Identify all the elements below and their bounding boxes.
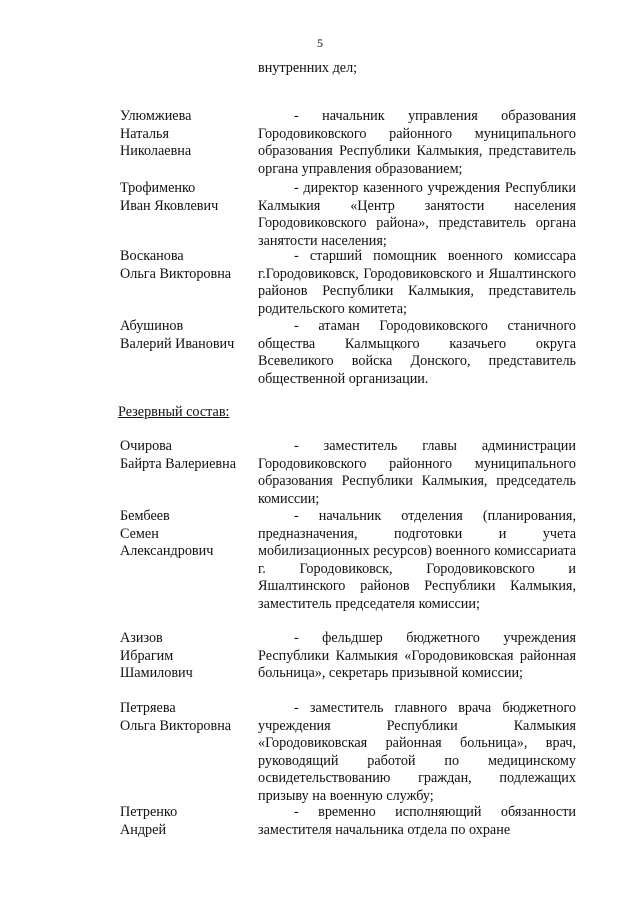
member-description: - начальник отделения (планирования, предназначения, подготовки и учета мобилизационных ресурсов) военного комиссариата г. Городовиковск, Городовиковского и Яшалтинского районов Республики Калмыкия, заместитель председателя комиссии;	[258, 508, 576, 612]
member-description: - начальник управления образования Городовиковского районного муниципального образования Республики Калмыкия, представитель органа управления образованием;	[258, 108, 576, 177]
member-name	[120, 438, 255, 473]
member-name	[120, 804, 255, 839]
member-name	[120, 248, 255, 283]
name-line: Николаевна	[120, 143, 192, 160]
member-description: - заместитель главы администрации Городовиковского районного муниципального образования Республики Калмыкия, председатель комиссии;	[258, 438, 576, 507]
name-line: Трофименко	[120, 180, 196, 196]
member-description: - временно исполняющий обязанности заместителя начальника отдела по охране	[258, 804, 576, 838]
member-name	[120, 318, 255, 353]
member-description: - атаман Городовиковского станичного общества Калмыцкого казачьего округа Всевеликого войска Донского, представитель общественной организации.	[258, 318, 576, 387]
name-line: Петряева	[120, 700, 176, 716]
member-description: - старший помощник военного комиссара г.Городовиковск, Городовиковского и Яшалтинского районов Республики Калмыкия, представитель родительского комитета;	[258, 248, 576, 317]
member-name	[120, 630, 255, 683]
name-line: Валерий Иванович	[120, 335, 235, 352]
member-name	[120, 508, 255, 561]
name-line: Ольга Викторовна	[120, 265, 232, 282]
member-name	[120, 180, 255, 215]
member-description: - заместитель главного врача бюджетного учреждения Республики Калмыкия «Городовиковская районная больница», врач, руководящий работой по медицинскому освидетельствованию граждан, подлежащих призыву на военную службу;	[258, 700, 576, 804]
name-line: Иван Яковлевич	[120, 197, 219, 214]
member-name	[120, 700, 255, 735]
continuation-text: внутренних дел;	[258, 60, 358, 76]
name-line: Ольга Викторовна	[120, 717, 232, 734]
name-line: Улюмжиева	[120, 108, 192, 124]
member-description: - фельдшер бюджетного учреждения Республики Калмыкия «Городовиковская районная больница», секретарь призывной комиссии;	[258, 630, 576, 682]
name-line: Андрей	[120, 821, 167, 838]
name-line: Семен	[120, 525, 159, 542]
page-number: 5	[317, 36, 323, 50]
name-line: Очирова	[120, 438, 172, 454]
name-line: Ибрагим	[120, 647, 174, 664]
name-line: Александрович	[120, 543, 214, 560]
name-line: Шамилович	[120, 665, 193, 682]
member-description: - директор казенного учреждения Республики Калмыкия «Центр занятости населения Городовиковского района», представитель органа занятости населения;	[258, 180, 576, 249]
name-line: Наталья	[120, 125, 170, 142]
name-line: Петренко	[120, 804, 178, 820]
name-line: Абушинов	[120, 318, 184, 334]
name-line: Восканова	[120, 248, 184, 264]
member-name	[120, 108, 255, 161]
name-line: Байрта Валериевна	[120, 455, 236, 472]
name-line: Азизов	[120, 630, 163, 646]
reserve-section-title: Резервный состав:	[118, 404, 230, 420]
name-line: Бембеев	[120, 508, 170, 524]
